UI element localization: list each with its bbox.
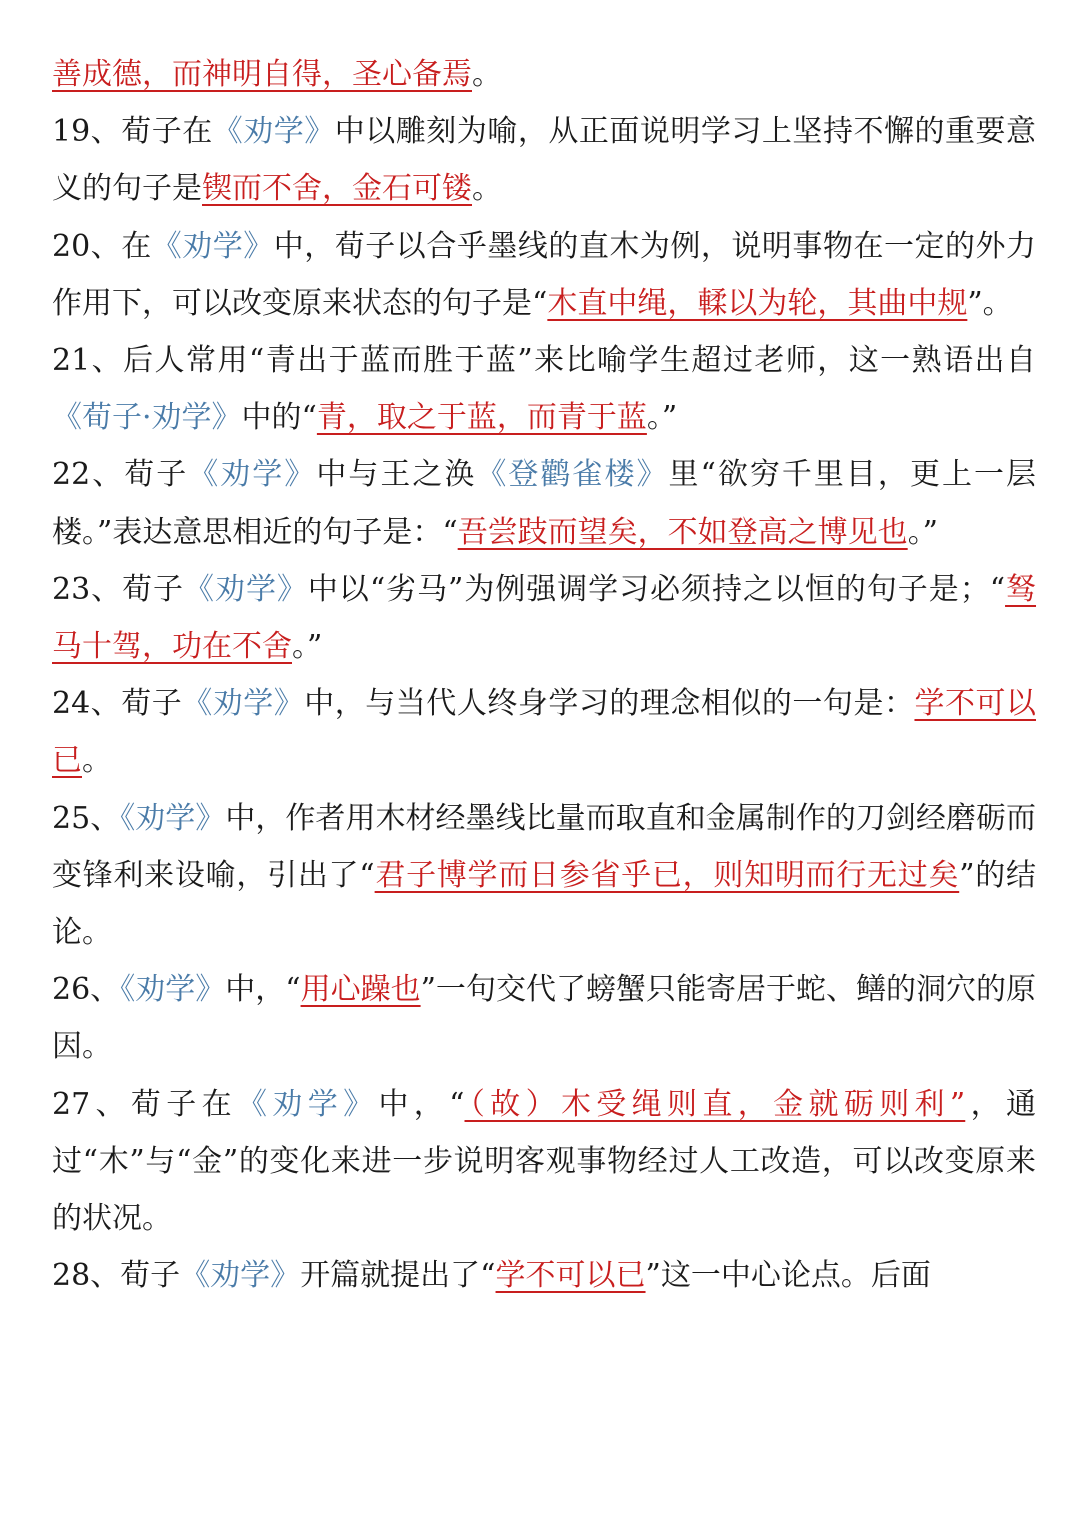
body-text: 里“欲穷千里目，更上一层楼。”表达意思相近的句子是：“ xyxy=(52,457,1036,550)
answer-text: 木直中绳，輮以为轮，其曲中规 xyxy=(547,285,968,321)
book-title: 《劝学》 xyxy=(182,686,305,722)
body-text: 中，“ xyxy=(225,972,301,1008)
book-title: 《荀子·劝学》 xyxy=(52,400,242,436)
answer-text: 青，取之于蓝，而青于蓝 xyxy=(316,400,647,436)
body-text: 中，与当代人终身学习的理念相似的一句是： xyxy=(304,686,915,722)
body-text: 开篇就提出了“ xyxy=(300,1258,496,1294)
answer-text: 驽马十驾，功在不舍 xyxy=(52,571,1037,665)
body-text: 中与王之涣 xyxy=(316,457,477,493)
book-title: 《劝学》 xyxy=(120,972,226,1008)
body-text: 25、 xyxy=(52,800,121,836)
body-text: ，通过“木”与“金”的变化来进一步说明客观事物经过人工改造，可以改变原来的状况。 xyxy=(52,1086,1036,1237)
answer-text: 用心躁也 xyxy=(300,972,421,1008)
body-text: 。 xyxy=(82,743,112,779)
book-title: 《劝学》 xyxy=(151,228,274,264)
book-title: 《劝学》 xyxy=(212,114,335,150)
body-text: 26、 xyxy=(52,972,121,1008)
answer-text: 学不可以已 xyxy=(52,686,1036,779)
question-paragraph xyxy=(52,790,1036,962)
body-text: 27、荀子在 xyxy=(52,1086,237,1122)
book-title: 《劝学》 xyxy=(180,1258,301,1294)
question-paragraph xyxy=(52,332,1036,446)
body-text: 。” xyxy=(292,629,323,665)
body-text: 。” xyxy=(646,400,678,436)
question-paragraph xyxy=(52,1076,1036,1248)
book-title: 《劝学》 xyxy=(120,800,226,836)
body-text: ”一句交代了螃蟹只能寄居于蛇、鳝的洞穴的原因。 xyxy=(52,972,1037,1065)
body-text: ”的结论。 xyxy=(52,857,1036,951)
body-text: ”。 xyxy=(967,285,1013,321)
book-title: 《劝学》 xyxy=(184,571,308,607)
question-paragraph xyxy=(52,218,1036,332)
question-paragraph xyxy=(52,46,1036,103)
body-text: 中，“ xyxy=(378,1086,465,1122)
body-text: 中的“ xyxy=(241,400,317,436)
body-text: 23、荀子 xyxy=(52,571,185,607)
answer-text: （故）木受绳则直，金就砺则利” xyxy=(464,1086,966,1122)
body-text: 24、荀子 xyxy=(52,686,183,722)
question-paragraph xyxy=(52,961,1036,1075)
body-text: 28、荀子 xyxy=(52,1258,181,1294)
body-text: 21、后人常用“青出于蓝而胜于蓝”来比喻学生超过老师，这一熟语出自 xyxy=(52,343,1036,379)
body-text: 。 xyxy=(472,171,502,207)
answer-text: 学不可以已 xyxy=(495,1258,646,1294)
question-paragraph xyxy=(52,675,1036,789)
answer-text: 吾尝跂而望矣，不如登高之博见也 xyxy=(457,514,908,550)
body-text: 。 xyxy=(472,57,502,92)
body-text: 。” xyxy=(907,514,939,550)
body-text: 中，作者用木材经墨线比量而取直和金属制作的刀剑经磨砺而变锋利来设喻，引出了“ xyxy=(52,800,1037,893)
book-title: 《劝学》 xyxy=(236,1086,379,1122)
question-paragraph xyxy=(52,1247,1036,1304)
answer-text: 善成德，而神明自得，圣心备焉 xyxy=(52,57,472,92)
answer-text: 君子博学而日参省乎已，则知明而行无过矣 xyxy=(374,857,960,893)
book-title: 《劝学》 xyxy=(188,457,317,493)
question-paragraph xyxy=(52,446,1036,560)
answer-text: 锲而不舍，金石可镂 xyxy=(202,171,472,207)
question-paragraph xyxy=(52,103,1036,217)
body-text: 19、荀子在 xyxy=(52,114,213,150)
body-text: 22、荀子 xyxy=(52,457,189,493)
body-text: 中以雕刻为喻，从正面说明学习上坚持不懈的重要意义的句子是 xyxy=(52,114,1037,207)
book-title: 《登鹳雀楼》 xyxy=(476,457,669,493)
body-text: ”这一中心论点。后面 xyxy=(645,1258,931,1294)
body-text: 中，荀子以合乎墨线的直木为例，说明事物在一定的外力作用下，可以改变原来状态的句子是“ xyxy=(52,228,1037,321)
body-text: 20、在 xyxy=(52,228,152,264)
question-paragraph xyxy=(52,561,1036,675)
body-text: 中以“劣马”为例强调学习必须持之以恒的句子是；“ xyxy=(307,571,1006,607)
